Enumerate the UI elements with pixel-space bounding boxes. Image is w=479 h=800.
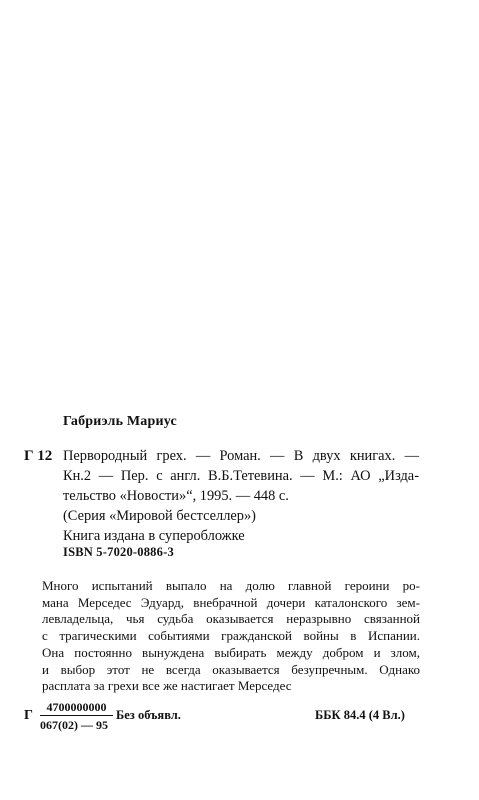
entry-line: Первородный грех. — Роман. — В двух книгах. — [63,448,419,464]
author-name: Габриэль Мариус [63,414,177,429]
classification-code: Г 12 [24,448,53,464]
entry-line: (Серия «Мировой бестселлер») [63,508,256,524]
isbn-number: ISBN 5-7020-0886-3 [63,545,174,559]
annotation-line: мана Мерседес Эдуард, внебрачной дочери каталонского зем- [42,594,420,610]
annotation-line: и выбор этот не всегда оказывается безупречным. Однако [42,661,420,677]
no-advertisement-note: Без объявл. [116,708,181,722]
imprint-letter: Г [24,708,33,723]
imprint-denominator: 067(02) — 95 [40,718,108,732]
annotation-line: с трагическими событиями гражданской войны в Испании. [42,628,420,644]
annotation-line: левладельца, чья судьба оказывается неразрывно связанной [42,611,420,627]
entry-line: тельство «Новости»“, 1995. — 448 с. [63,488,289,504]
bbk-code: ББК 84.4 (4 Вл.) [315,708,405,722]
annotation-line: Она постоянно вынуждена выбирать между добром и злом, [42,644,420,660]
imprint-numerator: 4700000000 [46,700,107,714]
entry-line: Книга издана в суперобложке [63,528,245,544]
annotation [42,578,420,695]
fraction-rule [40,715,113,716]
entry-line: Кн.2 — Пер. с англ. В.Б.Тетевина. — М.: АО „Изда- [63,468,419,484]
bibliographic-entry [63,446,419,546]
annotation-line: Много испытаний выпало на долю главной героини ро- [42,578,420,593]
annotation-line: расплата за грехи все же настигает Мерседес [42,678,292,694]
imprint-fraction [40,699,113,733]
